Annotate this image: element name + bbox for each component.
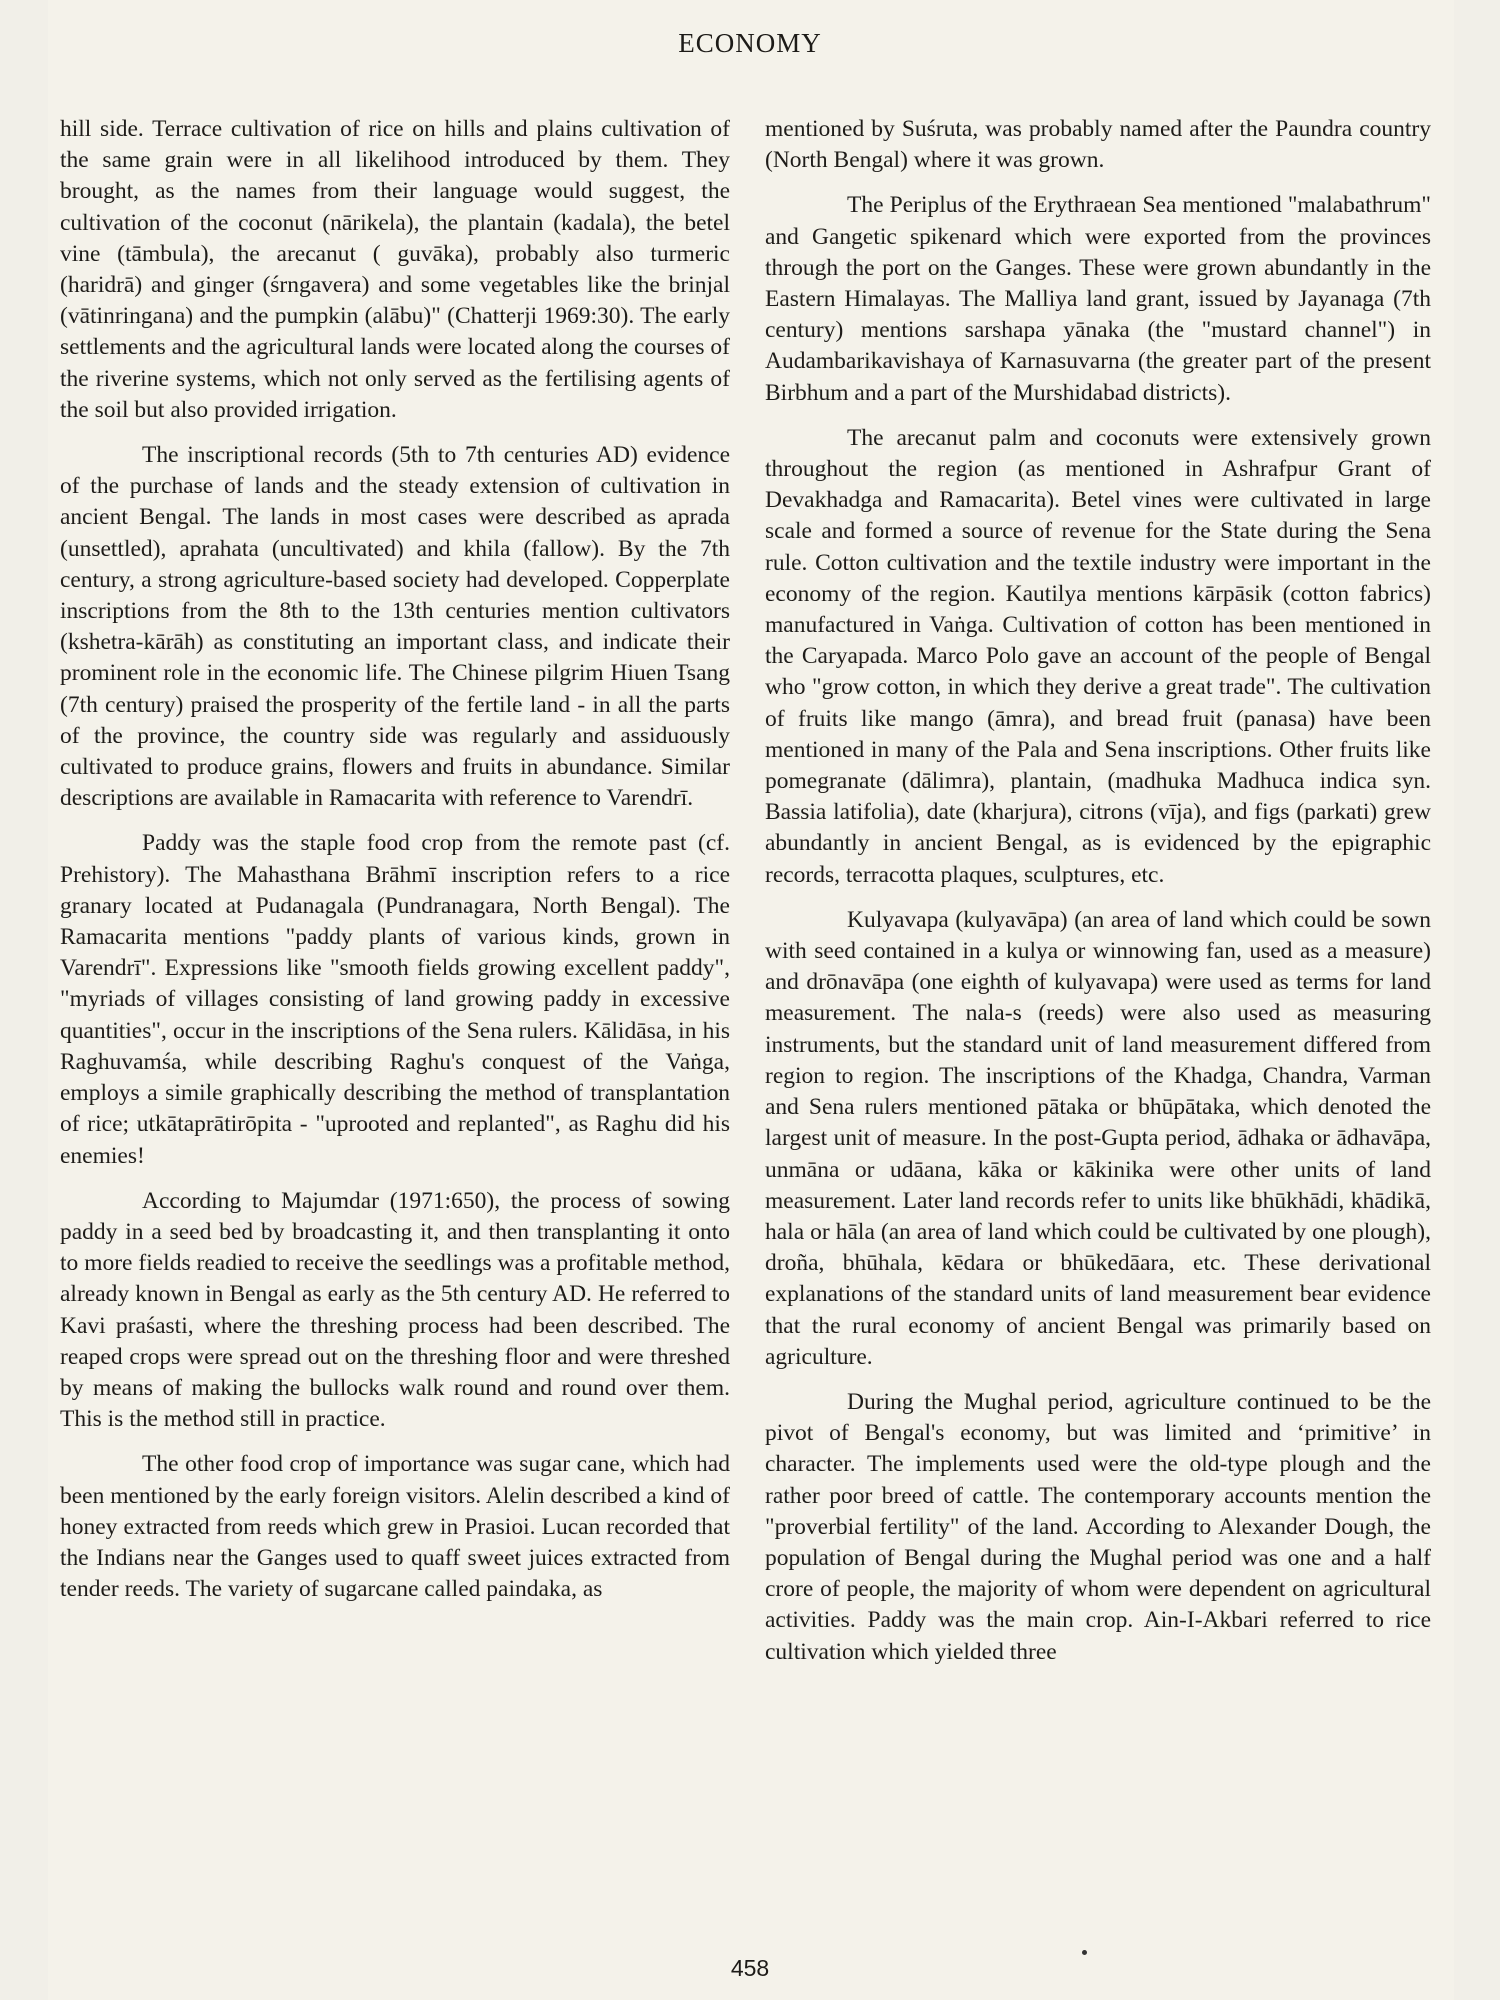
paragraph: Kulyavapa (kulyavāpa) (an area of land which could be sown with seed contained in a kulya or winnowing fan, used as a measure) and drōnavāpa (one eighth of kulyavapa) were used as terms for land measurement. The nala-s (reeds) were also used as measuring instruments, but the standard unit of land measurement differed from region to region. The inscriptions of the Khadga, Chandra, Varman and Sena rulers mentioned pātaka or bhūpātaka, which denoted the largest unit of measure. In the post-Gupta period, ādhaka or ādhavāpa, unmāna or udāana, kāka or kākinika were other units of land measurement. Later land records refer to units like bhūkhādi, khādikā, hala or hāla (an area of land which could be cultivated by one plough), droña, bhūhala, kēdara or bhūkedāara, etc. These derivational explanations of the standard units of land measurement bear evidence that the rural economy of ancient Bengal was primarily based on agriculture. <box>765 906 1431 1370</box>
page-header: ECONOMY <box>678 28 822 58</box>
paragraph: The Periplus of the Erythraean Sea mentioned "malabathrum" and Gangetic spikenard which were exported from the provinces through the port on the Ganges. These were grown abundantly in the Eastern Himalayas. The Malliya land grant, issued by Jayanaga (7th century) mentions sarshapa yānaka (the "mustard channel") in Audambarikavishaya of Karnasuvarna (the greater part of the present Birbhum and a part of the Murshidabad districts). <box>765 192 1431 406</box>
paragraph: hill side. Terrace cultivation of rice on hills and plains cultivation of the same grain were in all likelihood introduced by them. They brought, as the names from their language would suggest, the cultivation of the coconut (nārikela), the plantain (kadala), the betel vine (tāmbula), the arecanut ( guvāka), probably also turmeric (haridrā) and ginger (śrngavera) and some vegetables like the brinjal (vātinringana) and the pumpkin (alābu)" (Chatterji 1969:30). The early settlements and the agricultural lands were located along the courses of the riverine systems, which not only served as the fertilising agents of the soil but also provided irrigation. <box>60 116 730 423</box>
paragraph: Paddy was the staple food crop from the remote past (cf. Prehistory). The Mahasthana Brāhmī inscription refers to a rice granary located at Pudanagala (Pundranagara, North Bengal). The Ramacarita mentions "paddy plants of various kinds, grown in Varendrī". Expressions like "smooth fields growing excellent paddy", "myriads of villages consisting of land growing paddy in excessive quantities", occur in the inscriptions of the Sena rulers. Kālidāsa, in his Raghuvamśa, while describing Raghu's conquest of the Vaṅga, employs a simile graphically describing the method of transplantation of rice; utkātaprātirōpita - "uprooted and replanted", as Raghu did his enemies! <box>60 830 730 1169</box>
left-column <box>60 114 730 1619</box>
paragraph: During the Mughal period, agriculture continued to be the pivot of Bengal's economy, but was limited and ‘primitive’ in character. The implements used were the old-type plough and the rather poor breed of cattle. The contemporary accounts mention the "proverbial fertility" of the land. According to Alexander Dough, the population of Bengal during the Mughal period was one and a half crore of people, the majority of whom were dependent on agricultural activities. Paddy was the main crop. Ain-I-Akbari referred to rice cultivation which yielded three <box>765 1388 1431 1665</box>
paragraph: According to Majumdar (1971:650), the process of sowing paddy in a seed bed by broadcasting it, and then transplanting it onto to more fields readied to receive the seedlings was a profitable method, already known in Bengal as early as the 5th century AD. He referred to Kavi praśasti, where the threshing process had been described. The reaped crops were spread out on the threshing floor and were threshed by means of making the bullocks walk round and round over them. This is the method still in practice. <box>60 1187 730 1433</box>
right-column <box>765 114 1431 1682</box>
paragraph: The other food crop of importance was sugar cane, which had been mentioned by the early foreign visitors. Alelin described a kind of honey extracted from reeds which grew in Prasioi. Lucan recorded that the Indians near the Ganges used to quaff sweet juices extracted from tender reeds. The variety of sugarcane called paindaka, as <box>60 1451 730 1603</box>
paragraph: The arecanut palm and coconuts were extensively grown throughout the region (as mentioned in Ashrafpur Grant of Devakhadga and Ramacarita). Betel vines were cultivated in large scale and formed a source of revenue for the State during the Sena rule. Cotton cultivation and the textile industry were important in the economy of the region. Kautilya mentions kārpāsik (cotton fabrics) manufactured in Vaṅga. Cultivation of cotton has been mentioned in the Caryapada. Marco Polo gave an account of the people of Bengal who "grow cotton, in which they derive a great trade". The cultivation of fruits like mango (āmra), and bread fruit (panasa) have been mentioned in many of the Pala and Sena inscriptions. Other fruits like pomegranate (dālimra), plantain, (madhuka Madhuca indica syn. Bassia latifolia), date (kharjura), citrons (vīja), and figs (parkati) grew abundantly in ancient Bengal, as is evidenced by the epigraphic records, terracotta plaques, sculptures, etc. <box>765 424 1431 888</box>
page-number: 458 <box>730 1955 770 1981</box>
paragraph: mentioned by Suśruta, was probably named after the Paundra country (North Bengal) where it was grown. <box>765 116 1431 174</box>
paragraph: The inscriptional records (5th to 7th centuries AD) evidence of the purchase of lands and the steady extension of cultivation in ancient Bengal. The lands in most cases were described as aprada (unsettled), aprahata (uncultivated) and khila (fallow). By the 7th century, a strong agriculture-based society had developed. Copperplate inscriptions from the 8th to the 13th centuries mention cultivators (kshetra-kārāh) as constituting an important class, and indicate their prominent role in the economic life. The Chinese pilgrim Hiuen Tsang (7th century) praised the prosperity of the fertile land - in all the parts of the province, the country side was regularly and assiduously cultivated to produce grains, flowers and fruits in abundance. Similar descriptions are available in Ramacarita with reference to Varendrī. <box>60 442 730 812</box>
